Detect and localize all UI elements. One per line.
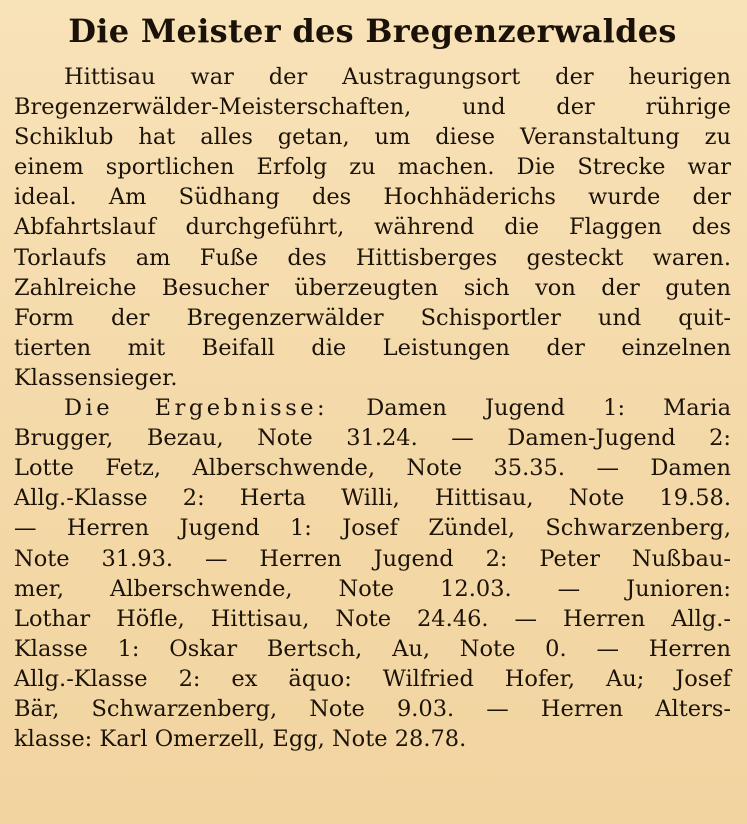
text-line: Abfahrtslauf durchgeführt, während die Flaggen des [14, 214, 731, 241]
article-title: Die Meister des Bregenzerwaldes [68, 12, 677, 50]
text-line: — Herren Jugend 1: Josef Zündel, Schwarzenberg, [14, 515, 731, 542]
text-line: Allg.-Klasse 2: Herta Willi, Hittisau, Note 19.58. [14, 485, 731, 512]
text-line: klasse: Karl Omerzell, Egg, Note 28.78. [14, 726, 467, 753]
text-line: Klassensieger. [14, 364, 178, 391]
text-line: Allg.-Klasse 2: ex äquo: Wilfried Hofer, Au; Josef [14, 665, 731, 692]
text-line: einem sportlichen Erfolg zu machen. Die Strecke war [14, 154, 731, 181]
text-line: Brugger, Bezau, Note 31.24. — Damen-Jugend 2: [14, 425, 731, 452]
text-line: Note 31.93. — Herren Jugend 2: Peter Nußbau- [14, 545, 731, 572]
text-line-results-first [14, 393, 731, 423]
text-line: Hittisau war der Austragungsort der heurigen [64, 64, 731, 90]
text-line: Lothar Höfle, Hittisau, Note 24.46. — Herren Allg.- [14, 605, 731, 632]
text-line: tierten mit Beifall die Leistungen der einzelnen [14, 334, 731, 361]
text-line: Zahlreiche Besucher überzeugten sich von der guten [14, 274, 731, 301]
text-line: Torlaufs am Fuße des Hittisberges gesteckt waren. [14, 244, 731, 271]
text-line: ideal. Am Südhang des Hochhäderichs wurde der [14, 184, 731, 211]
text-line: Klasse 1: Oskar Bertsch, Au, Note 0. — Herren [14, 635, 731, 662]
text-line: Bregenzerwälder-Meisterschaften, und der rührige [14, 94, 731, 121]
article-paragraph-results [14, 393, 731, 754]
text-line: Schiklub hat alles getan, um diese Veranstaltung zu [14, 124, 731, 151]
text-line: Lotte Fetz, Alberschwende, Note 35.35. — Damen [14, 455, 731, 482]
text-line: mer, Alberschwende, Note 12.03. — Junioren: [14, 575, 731, 602]
article-paragraph-intro [14, 62, 731, 393]
results-first-entry: Damen Jugend 1: Maria [366, 395, 731, 422]
text-line: Bär, Schwarzenberg, Note 9.03. — Herren Alters- [14, 695, 731, 722]
text-line: Form der Bregenzerwälder Schisportler und quit- [14, 304, 731, 331]
results-heading: Die Ergebnisse: [64, 395, 329, 422]
